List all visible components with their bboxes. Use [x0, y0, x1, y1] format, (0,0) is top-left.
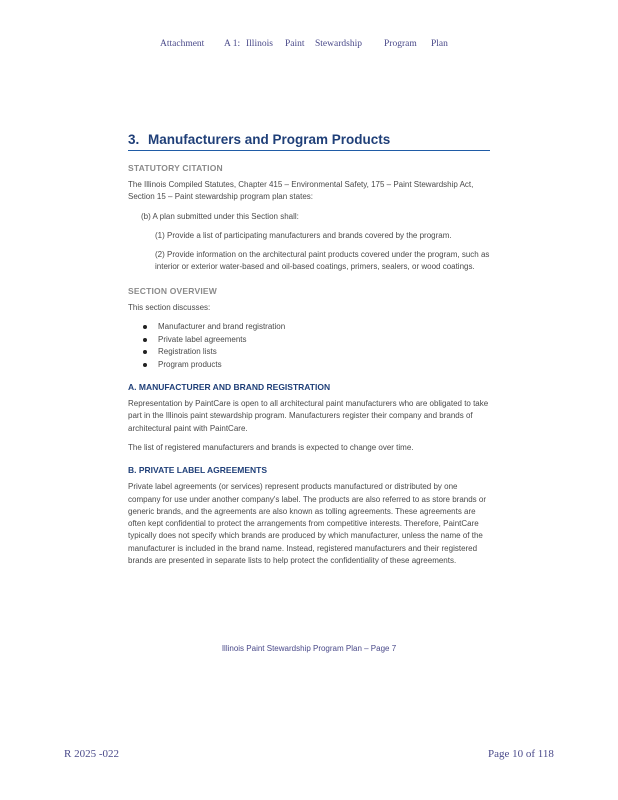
- header-word: Stewardship: [315, 39, 362, 49]
- subsection-b-heading: B. PRIVATE LABEL AGREEMENTS: [128, 465, 268, 476]
- list-item: [128, 334, 490, 347]
- bullet-icon: [143, 338, 147, 342]
- list-item-text: Registration lists: [158, 347, 217, 357]
- section-content: [128, 132, 490, 574]
- page-number: Page 10 of 118: [488, 748, 554, 760]
- bullet-icon: [143, 325, 147, 329]
- overview-list: [128, 321, 490, 371]
- list-item-text: Program products: [158, 359, 222, 369]
- section-title-text: Manufacturers and Program Products: [148, 132, 391, 147]
- bullet-icon: [143, 363, 147, 367]
- list-item: [128, 321, 490, 334]
- document-id: R 2025 -022: [64, 748, 119, 760]
- header-word: A 1:: [224, 39, 241, 49]
- header-word: Attachment: [160, 39, 205, 49]
- quote-intro: (b) A plan submitted under this Section shall:: [141, 211, 299, 221]
- list-item: [128, 346, 490, 359]
- list-item-text: Manufacturer and brand registration: [158, 322, 286, 332]
- quote-item: (1) Provide a list of participating manufacturers and brands covered by the program.: [155, 230, 452, 240]
- section-title: [128, 132, 490, 151]
- statutory-text: The Illinois Compiled Statutes, Chapter 415 – Environmental Safety, 175 – Paint Stewardship Act, Section 15 – Paint stewardship program plan states:: [128, 180, 474, 202]
- quote-item: (2) Provide information on the architectural paint products covered under the program, such as interior or exterior water-based and oil-based coatings, primers, sealers, or wood coatings.: [155, 250, 490, 272]
- header-word: Program: [384, 39, 417, 49]
- overview-intro: This section discusses:: [128, 302, 211, 312]
- header-word: Paint: [285, 39, 305, 49]
- header-word: Plan: [431, 39, 448, 49]
- header-word: Illinois: [246, 39, 273, 49]
- page-header: [0, 39, 618, 53]
- statutory-citation-label: STATUTORY CITATION: [128, 163, 223, 173]
- subsection-a-heading: A. MANUFACTURER AND BRAND REGISTRATION: [128, 382, 331, 393]
- section-number: 3.: [128, 132, 140, 147]
- section-overview-label: SECTION OVERVIEW: [128, 285, 218, 296]
- plan-page-footer: Illinois Paint Stewardship Program Plan – Page 7: [221, 644, 397, 653]
- list-item: [128, 359, 490, 372]
- list-item-text: Private label agreements: [158, 334, 247, 344]
- subsection-a-paragraph: The list of registered manufacturers and brands is expected to change over time.: [128, 442, 414, 452]
- subsection-a-paragraph: Representation by PaintCare is open to all architectural paint manufacturers who are obligated to take part in the Illinois paint stewardship program. Manufacturers register their company and brands of architectural paint with PaintCare.: [128, 399, 489, 433]
- subsection-b-paragraph: Private label agreements (or services) represent products manufactured or distributed by one company for use under another company's label. The products are also referred to as store brands or generic brands, and the agreements are also known as tolling agreements. These agreements are often kept confidential to protect the arrangements from competitive interests. Therefore, PaintCare typically does not specify which brands are produced by which manufacturer, unless the name of the manufacturer is included in the brand name. Instead, registered manufacturers and their registered brands are presented in separate lists to help protect the confidentiality of these agreements.: [128, 482, 487, 566]
- bullet-icon: [143, 350, 147, 354]
